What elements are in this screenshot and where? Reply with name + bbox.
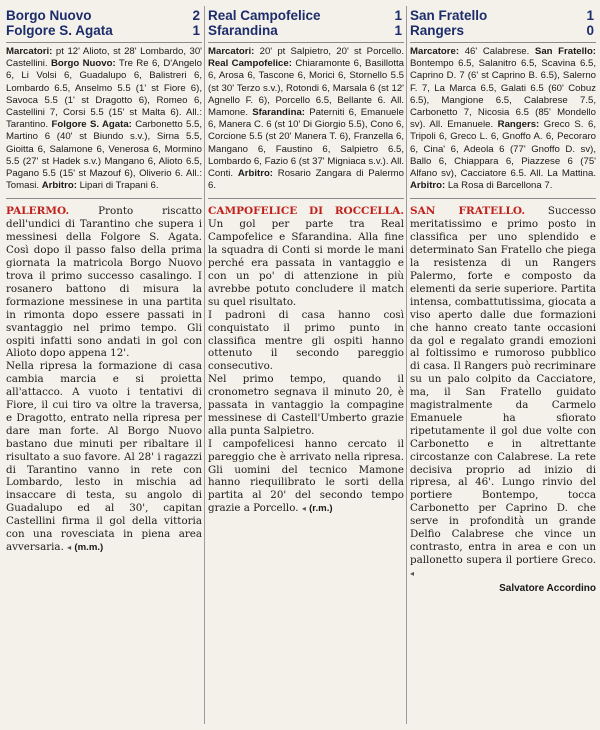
match-column-borgo-nuovo <box>6 8 202 724</box>
team-score: 0 <box>586 23 594 38</box>
team-score: 1 <box>192 23 200 38</box>
home-lineup-text: Bontempo 6.5, Salanitro 6.5, Scavina 6.5, Caprino D. 7 (6' st Caprino B. 6.5), Salerno F. 7, La Marca 6.5, Galati 6.5 (60' Cobuz 6.5), Mangione 6.5, Calabrese 7.5, Carbonetto 7, Nicosia 6.5 (85' Mondello sv). All. Emanuele. <box>410 58 596 131</box>
match-column-san-fratello <box>410 8 596 724</box>
match-column-real-campofelice <box>208 8 404 724</box>
paragraph-text: Nella ripresa la formazione di casa cambia marcia e si proietta all'attacco. A vuoto i tentativi di Fiore, il cui tiro va oltre la traversa, e Dragotto, entrato nella ripresa per dare man forte. Al Borgo Nuovo bastano due minuti per ribaltare il risultato a suo favore. Al 28' i ragazzi di Tarantino vanno in rete con Lombardo, lesto in mischia ad insaccare di testa, su angolo di Guadalupo ed al 30', capitan Castellini firma il gol della vittoria con una rovesciata in piena area avversaria. <box>6 360 202 553</box>
away-lineup-label: Folgore S. Agata: <box>51 119 132 131</box>
arbitro-text: La Rosa di Barcellona 7. <box>447 180 553 192</box>
match-tabellino <box>208 46 404 192</box>
end-mark-icon: ◂ <box>67 543 72 552</box>
home-lineup-text: Chiaramonte 6, Basillotta 6, Arosa 6, Tascone 6, Morici 6, Stornello 5.5 (st 30' Terzo s.v.), Rotondi 6, Marsala 6 (st 12' Agnello F. 6), Porcello 6.5, Bellante 6. All. Mamone. <box>208 58 404 119</box>
article-paragraph <box>208 309 404 374</box>
away-lineup-label: Rangers: <box>497 119 540 131</box>
article-paragraph <box>208 438 404 516</box>
divider <box>410 42 596 43</box>
team-name: San Fratello <box>410 8 488 23</box>
away-lineup-text: Paterniti 6, Emanuele 6, Manera C. 6 (st 10' Di Giorgio 5.5), Cono 6, Corcione 5.5 (st 20' Manera T. 6), Franzella 6, Mangano 6, Faustino 6, Salpietro 6.5, Lombardo 6, Fazio 6 (st 37' Migniaca s.v.). All. Conti. <box>208 107 404 180</box>
end-mark-icon: ◂ <box>410 568 415 578</box>
score-row-home <box>208 8 404 23</box>
article-paragraph <box>6 205 202 360</box>
home-lineup-label: San Fratello: <box>534 46 596 57</box>
arbitro-text: Lipari di Trapani 6. <box>79 180 159 192</box>
divider <box>6 42 202 43</box>
arbitro-label: Arbitro: <box>410 180 446 192</box>
marcatori-text: pt 12' Alioto, st 28' Lombardo, 30' Castellini. <box>6 46 202 70</box>
divider <box>6 198 202 199</box>
article-paragraph <box>208 205 404 308</box>
dateline: CAMPOFELICE DI ROCCELLA. <box>208 205 404 218</box>
author-signature: (r.m.) <box>309 503 333 515</box>
team-name: Rangers <box>410 23 465 38</box>
team-score: 1 <box>394 23 402 38</box>
paragraph-text: Pronto riscatto dell'undici di Tarantino che supera i messinesi della Folgore S. Agata. Così dopo il passo falso della prima giornata la matricola Borgo Nuovo trova il primo successo casalingo. I rosanero battono di misura la formazione messinese in una partita in rimonta dopo essere passati in svantaggio nel primo tempo. Gli ospiti infatti sono andati in gol con Alioto dopo appena 12'. <box>6 205 202 360</box>
article-paragraph <box>410 205 596 580</box>
marcatori-label: Marcatori: <box>208 46 255 57</box>
team-name: Real Campofelice <box>208 8 321 23</box>
dateline: PALERMO. <box>6 205 70 218</box>
team-name: Folgore S. Agata <box>6 23 113 38</box>
divider <box>208 42 404 43</box>
away-lineup-text: Carbonetto 5.5, Martino 6 (40' st Biundo s.v.), Sirna 5.5, Gioitta 6, Salamone 6, Venerosa 6, Mormino 5.5 (27' st Hadek s.v.) Mangano 6, Alioto 6.5, Pagano 5.5 (15' st Mazouf 6), Oliverio 6. All.: Tomasi. <box>6 119 202 192</box>
divider <box>208 198 404 199</box>
match-tabellino <box>410 46 596 192</box>
score-row-home <box>410 8 596 23</box>
team-score: 2 <box>192 8 200 23</box>
marcatori-label: Marcatori: <box>6 46 53 57</box>
score-row-home <box>6 8 202 23</box>
arbitro-label: Arbitro: <box>237 168 273 180</box>
paragraph-text: Nel primo tempo, quando il cronometro segnava il minuto 20, è passata in vantaggio la compagine messinese di Castell'Umberto grazie alla punta Salpietro. <box>208 373 404 437</box>
score-row-away <box>208 23 404 38</box>
marcatori-label: Marcatore: <box>410 46 460 57</box>
team-score: 1 <box>394 8 402 23</box>
article-paragraph <box>6 360 202 555</box>
team-name: Sfarandina <box>208 23 278 38</box>
home-lineup-label: Borgo Nuovo: <box>50 58 116 70</box>
team-name: Borgo Nuovo <box>6 8 92 23</box>
arbitro-label: Arbitro: <box>41 180 77 192</box>
divider <box>410 198 596 199</box>
end-mark-icon: ◂ <box>301 504 306 514</box>
home-lineup-text: Tre Re 6, D'Angelo 6, Li Volsi 6, Guadalupo 6, Balistreri 6, Lombardo 6.5, Anselmo 5.5 (1' st Fiore 6), Savoca 5.5 (1' st Dragotto 6), Romeo 6, Castellini 7, Corsi 5.5 (15' st Malta 6). All.: Tarantino. <box>6 58 202 131</box>
score-row-away <box>6 23 202 38</box>
column-divider <box>204 6 205 724</box>
arbitro-text: Rosario Zangara di Palermo 6. <box>208 168 404 192</box>
home-lineup-label: Real Campofelice: <box>208 58 292 70</box>
paragraph-text: Un gol per parte tra Real Campofelice e Sfarandina. Alla fine la squadra di Conti si morde le mani perché era passata in vantaggio e con un po' di attenzione in più avrebbe potuto concludere il match su quel risultato. <box>208 218 404 308</box>
away-lineup-label: Sfarandina: <box>252 107 305 119</box>
match-tabellino <box>6 46 202 192</box>
away-lineup-text: Greco S. 6, Tripoli 6, Greco L. 6, Gnoffo A. 6, Pecoraro 6, Cina' 6, Adeola 6 (77' Gnoffo D. sv), Ballo 6, Chiappara 6, Piazzese 6 (75' Alfano sv), Cacciatore 6.5. All. La Mattina. <box>410 119 596 180</box>
marcatori-text: 20' pt Salpietro, 20' st Porcello. <box>259 46 404 57</box>
author-signature: (m.m.) <box>74 542 104 553</box>
paragraph-text: Successo meritatissimo e primo posto in classifica per uno splendido e determinato San Fratello che piega la resistenza di un Rangers Palermo, forte e composto da elementi da serie superiore. Partita intensa, combattutissima, giocata a viso aperto dalle due formazioni che hanno creato tante occasioni da gol e regalato grandi emozioni al foltissimo e rumoroso pubblico di casa. Il Rangers può recriminare su un palo colpito da Cacciatore, ma, il San Fratello guidato magistralmente da Carmelo Emanuele ha sfiorato ripetutamente il gol due volte con Carbonetto e in altrettante circostanze con Calabrese. La rete decisiva proprio ad inizio di ripresa, al 46'. Lungo rinvio del portiere Bontempo, tocca Carbonetto per Caprino D. che serve in profondità un grande Delfio Calabrese che vince un contrasto, entra in area e con un pallonetto supera il portiere Greco. <box>410 205 596 566</box>
article-paragraph <box>208 373 404 438</box>
marcatori-text: 46' Calabrese. <box>464 46 530 57</box>
score-row-away <box>410 23 596 38</box>
author-signature: Salvatore Accordino <box>499 582 596 594</box>
column-divider <box>406 6 407 724</box>
team-score: 1 <box>586 8 594 23</box>
paragraph-text: I campofelicesi hanno cercato il pareggio che è arrivato nella ripresa. Gli uomini del tecnico Mamone hanno riequilibrato le sorti della partita al 20' del secondo tempo grazie a Porcello. <box>208 437 404 515</box>
paragraph-text: I padroni di casa hanno così conquistato il primo punto in classifica mentre gli ospiti hanno ottenuto il secondo pareggio consecutivo. <box>208 308 404 373</box>
dateline: SAN FRATELLO. <box>410 205 526 218</box>
